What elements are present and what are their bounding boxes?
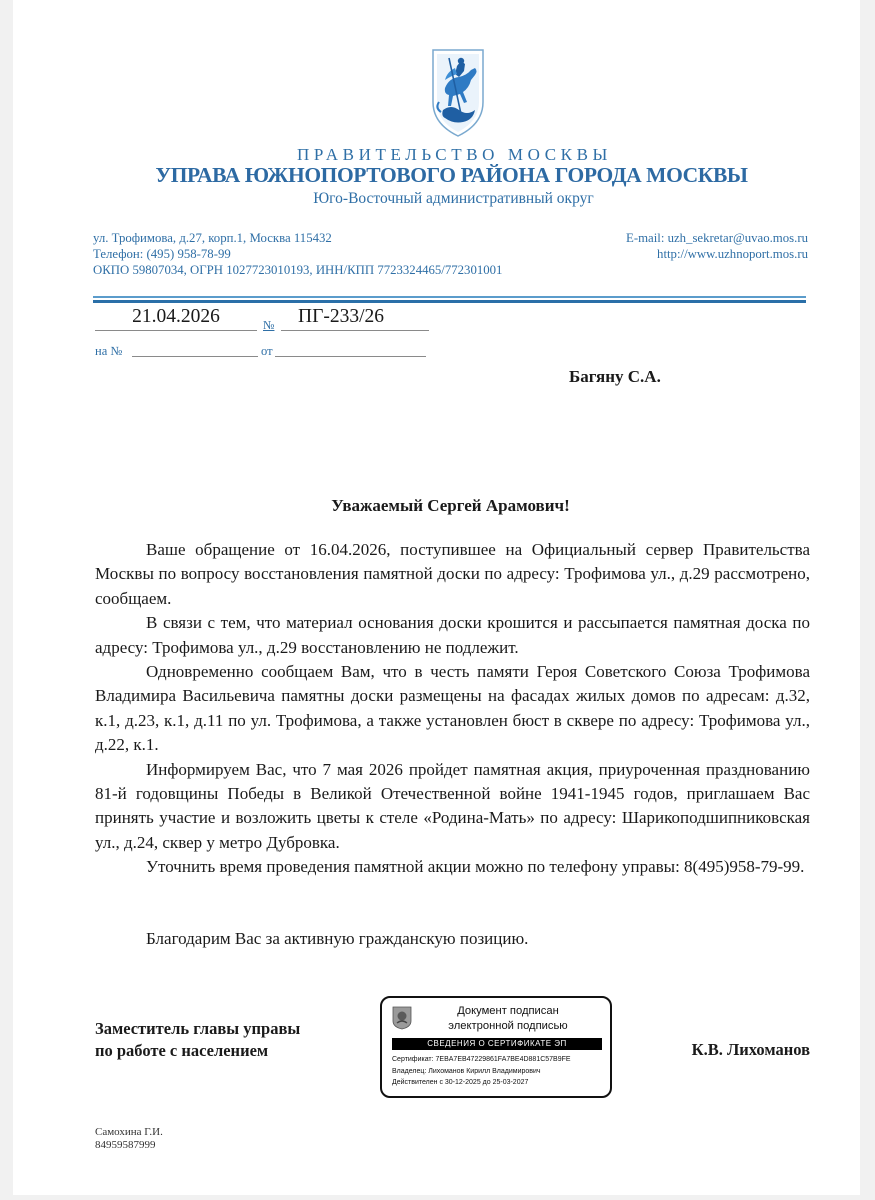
reply-from-line bbox=[275, 356, 426, 357]
esig-title-line-2: электронной подписью bbox=[448, 1020, 568, 1032]
esig-certificate: Сертификат: 7EBA7EB47229861FA7BE4D881C57B9FE bbox=[392, 1056, 571, 1063]
executor-info bbox=[95, 1126, 163, 1152]
org-email[interactable]: E-mail: uzh_sekretar@uvao.mos.ru bbox=[626, 231, 808, 245]
electronic-signature-stamp bbox=[380, 996, 612, 1098]
signer-title-line-1: Заместитель главы управы bbox=[95, 1019, 301, 1038]
esig-owner: Владелец: Лихоманов Кирилл Владимирович bbox=[392, 1067, 541, 1075]
esig-details bbox=[392, 1054, 571, 1089]
signer-title-line-2: по работе с населением bbox=[95, 1041, 269, 1060]
outgoing-number-label: № bbox=[263, 318, 275, 332]
body-paragraph-3: Одновременно сообщаем Вам, что в честь памяти Героя Советского Союза Трофимова Владимира Васильевича памятны доски размещены на фасадах жилых домов по адресам: д.32, к.1, д.23, к.1, д.11 по ул. Трофимова, а также установлен бюст в сквере по адресу: Трофимова ул., д.22, к.1. bbox=[95, 662, 810, 755]
salutation: Уважаемый Сергей Арамович! bbox=[331, 496, 570, 515]
contacts-left bbox=[93, 230, 502, 278]
reply-to-number-label: на № bbox=[95, 344, 123, 358]
district-name: Юго-Восточный административный округ bbox=[313, 190, 594, 207]
outgoing-date-line bbox=[95, 330, 257, 331]
body-paragraph-4: Информируем Вас, что 7 мая 2026 пройдет памятная акция, приуроченная празднованию 81-й годовщины Победы в Великой Отечественной войне 1941-1945 годов, приглашаем Вас принять участие и возложить цветы к стеле «Родина-Мать» по адресу: Шарикоподшипниковская ул., д.24, сквер у метро Дубровка. bbox=[95, 759, 810, 852]
org-phone: Телефон: (495) 958-78-99 bbox=[93, 247, 231, 261]
body-paragraph-2: В связи с тем, что материал основания доски крошится и рассыпается памятная доска по адресу: Трофимова ул., д.29 восстановлению не подлежит. bbox=[95, 613, 810, 657]
addressee: Багяну С.А. bbox=[569, 367, 661, 386]
body-paragraph-1: Ваше обращение от 16.04.2026, поступившее на Официальный сервер Правительства Москвы по вопросу восстановления памятной доски по адресу: Трофимова ул., д.29 рассмотрено, сообщаем. bbox=[95, 540, 810, 608]
letter-page bbox=[13, 0, 860, 1195]
org-address: ул. Трофимова, д.27, корп.1, Москва 115432 bbox=[93, 231, 332, 245]
moscow-coat-of-arms-icon bbox=[415, 44, 501, 140]
signer-title bbox=[95, 1018, 300, 1062]
executor-phone: 84959587999 bbox=[95, 1139, 156, 1151]
esig-validity: Действителен с 30-12-2025 до 25-03-2027 bbox=[392, 1079, 529, 1086]
contacts-right bbox=[626, 230, 808, 262]
reply-to-number-line bbox=[132, 356, 258, 357]
outgoing-date: 21.04.2026 bbox=[132, 306, 220, 327]
outgoing-number: ПГ-233/26 bbox=[297, 306, 385, 327]
body-paragraph-5: Уточнить время проведения памятной акции можно по телефону управы: 8(495)958-79-99. bbox=[146, 857, 805, 877]
esig-certificate-band: СВЕДЕНИЯ О СЕРТИФИКАТЕ ЭП bbox=[392, 1038, 602, 1050]
executor-name: Самохина Г.И. bbox=[95, 1126, 163, 1138]
reply-from-label: от bbox=[261, 344, 273, 358]
letter-body bbox=[95, 538, 810, 880]
esig-title-line-1: Документ подписан bbox=[457, 1005, 559, 1017]
organization-name: УПРАВА ЮЖНОПОРТОВОГО РАЙОНА ГОРОДА МОСКВЫ bbox=[155, 163, 748, 187]
header-rule-thick bbox=[93, 300, 806, 303]
government-name: ПРАВИТЕЛЬСТВО МОСКВЫ bbox=[297, 145, 612, 164]
org-registry-codes: ОКПО 59807034, ОГРН 1027723010193, ИНН/КПП 7723324465/772301001 bbox=[93, 263, 503, 277]
moscow-coat-of-arms-icon bbox=[392, 1006, 412, 1030]
header-rule-thin bbox=[93, 296, 806, 298]
signer-name: К.В. Лихоманов bbox=[691, 1040, 810, 1059]
closing-line: Благодарим Вас за активную гражданскую позицию. bbox=[146, 929, 529, 948]
org-website[interactable]: http://www.uzhnoport.mos.ru bbox=[657, 247, 808, 261]
outgoing-number-line bbox=[281, 330, 429, 331]
esig-title bbox=[420, 1004, 596, 1034]
